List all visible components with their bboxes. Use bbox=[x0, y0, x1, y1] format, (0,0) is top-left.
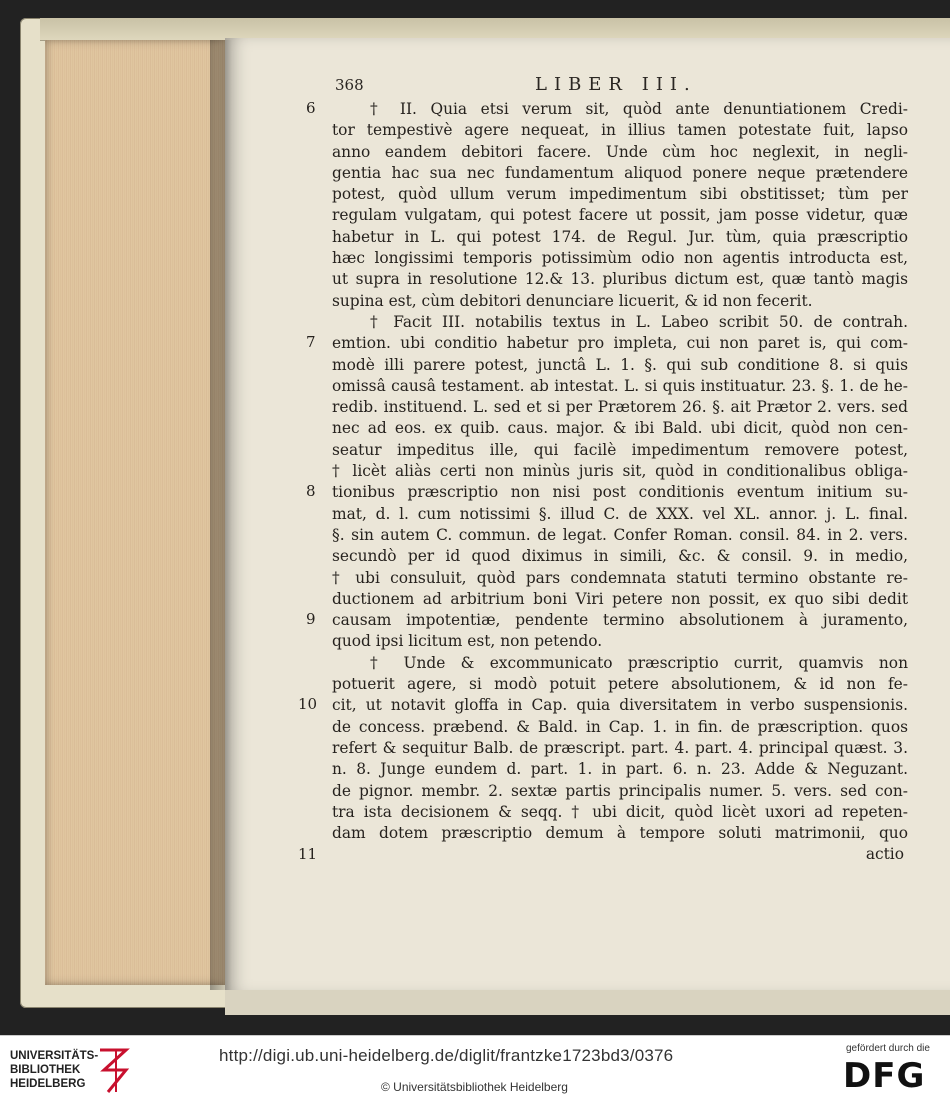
margin-number: 9 bbox=[306, 610, 316, 629]
text-line: supina est, cùm debitori denunciare licuerit, & id non fecerit. bbox=[332, 291, 813, 310]
text-line: † licèt aliàs certi non minùs juris sit, quòd in conditionalibus obliga- bbox=[332, 462, 908, 481]
margin-number: 11 bbox=[298, 844, 318, 863]
margin-number: 7 bbox=[306, 333, 316, 352]
gutter-shadow bbox=[210, 40, 232, 990]
margin-number: 8 bbox=[306, 482, 316, 501]
page-number: 368 bbox=[335, 76, 364, 94]
text-line: seatur impeditus ille, qui facilè impedimentum removere potest, bbox=[332, 440, 908, 459]
text-line: † Facit III. notabilis textus in L. Labeo scribit 50. de contrah. bbox=[370, 312, 908, 331]
text-line: de concess. præbend. & Bald. in Cap. 1. in fin. de præscription. quos bbox=[332, 717, 908, 736]
institution-name bbox=[10, 1049, 98, 1091]
text-line: omissâ causâ testament. ab intestat. L. si quis instituatur. 23. §. 1. de he- bbox=[332, 376, 908, 395]
text-line: dam dotem præscriptio demum à tempore soluti matrimonii, quo bbox=[332, 824, 908, 843]
funding-label: gefördert durch die bbox=[846, 1043, 930, 1054]
institution-line-2: BIBLIOTHEK bbox=[10, 1064, 81, 1076]
copyright-notice: © Universitätsbibliothek Heidelberg bbox=[381, 1080, 568, 1094]
text-line: tra ista decisionem & seqq. † ubi dicit, quòd licèt uxori ad repeten- bbox=[332, 802, 908, 821]
text-line: † II. Quia etsi verum sit, quòd ante denuntiationem Credi- bbox=[370, 100, 908, 118]
text-line: † Unde & excommunicato præscriptio currit, quamvis non bbox=[370, 653, 908, 672]
running-head: LIBER III. bbox=[535, 74, 697, 95]
institution-line-1: UNIVERSITÄTS- bbox=[10, 1050, 99, 1062]
text-line: refert & sequitur Balb. de præscript. part. 4. part. 4. principal quæst. 3. bbox=[332, 738, 908, 757]
text-line: n. 8. Junge eundem d. part. 1. in part. 6. n. 23. Adde & Neguzant. bbox=[332, 760, 908, 779]
text-line: tionibus præscriptio non nisi post conditionis eventum initium su- bbox=[332, 483, 908, 502]
text-line: ductionem ad arbitrium boni Viri petere non possit, ex quo sibi dedit bbox=[332, 589, 908, 608]
margin-number: 10 bbox=[298, 695, 318, 714]
page-bottom-edge bbox=[225, 990, 950, 1015]
dfg-logo: DFG bbox=[843, 1056, 926, 1096]
viewer-footer bbox=[0, 1035, 950, 1106]
text-line: actio bbox=[865, 845, 904, 864]
university-logo-icon bbox=[96, 1046, 132, 1096]
text-line: regulam vulgatam, qui potest facere ut possit, jam posse videtur, quæ bbox=[332, 206, 908, 225]
text-line: redib. instituend. L. sed et si per Prætorem 26. §. ait Prætor 2. vers. sed bbox=[332, 398, 908, 417]
text-line: gentia hac sua nec fundamentum aliquod ponere neque prætendere bbox=[332, 163, 908, 182]
text-line: cit, ut notavit gloffa in Cap. quia diversitatem in verbo suspensionis. bbox=[332, 696, 908, 715]
text-line: anno eandem debitori facere. Unde cùm hoc neglexit, in negli- bbox=[332, 142, 908, 161]
text-line: hæc longissimi temporis potissimùm odio non agentis introducta est, bbox=[332, 249, 908, 268]
text-line: tor tempestivè agere nequeat, in illius tamen potestate fuit, lapso bbox=[332, 121, 908, 140]
text-line: ut supra in resolutione 12.& 13. pluribus dictum est, quæ tantò magis bbox=[332, 270, 908, 289]
text-line: potest, quòd ullum verum impedimentum sibi obstitisset; tùm per bbox=[332, 185, 908, 204]
text-line: causam impotentiæ, pendente termino absolutionem à juramento, bbox=[332, 611, 908, 630]
page-url-link[interactable]: http://digi.ub.uni-heidelberg.de/diglit/frantzke1723bd3/0376 bbox=[219, 1046, 674, 1065]
body-text bbox=[332, 99, 908, 866]
text-line: nec ad eos. ex quib. caus. major. & ibi Bald. ubi dicit, quòd non cen- bbox=[332, 419, 908, 438]
text-line: quod ipsi licitum est, non petendo. bbox=[332, 632, 603, 651]
text-line: de pignor. membr. 2. sextæ partis principalis numer. 5. vers. sed con- bbox=[332, 781, 908, 800]
margin-number: 6 bbox=[306, 99, 316, 117]
institution-line-3: HEIDELBERG bbox=[10, 1078, 86, 1090]
page-edges bbox=[45, 40, 225, 985]
text-line: secundò per id quod diximus in simili, &c. & consil. 9. in medio, bbox=[332, 547, 908, 566]
text-line: emtion. ubi conditio habetur pro impleta, cui non paret is, qui com- bbox=[332, 334, 908, 353]
text-line: modè illi parere potest, junctâ L. 1. §. qui sub conditione 8. si quis bbox=[332, 355, 908, 374]
page-header bbox=[335, 74, 835, 100]
text-line: potuerit agere, si modò potuit petere absolutionem, & id non fe- bbox=[332, 675, 908, 694]
text-line: §. sin autem C. commun. de legat. Confer Roman. consil. 84. in 2. vers. bbox=[332, 525, 908, 544]
text-line: † ubi consuluit, quòd pars condemnata statuti termino obstante re- bbox=[332, 568, 908, 587]
text-line: habetur in L. qui potest 174. de Regul. Jur. tùm, quia præscriptio bbox=[332, 227, 908, 246]
text-line: mat, d. l. cum notissimi §. illud C. de XXX. vel XL. annor. j. L. final. bbox=[332, 504, 908, 523]
